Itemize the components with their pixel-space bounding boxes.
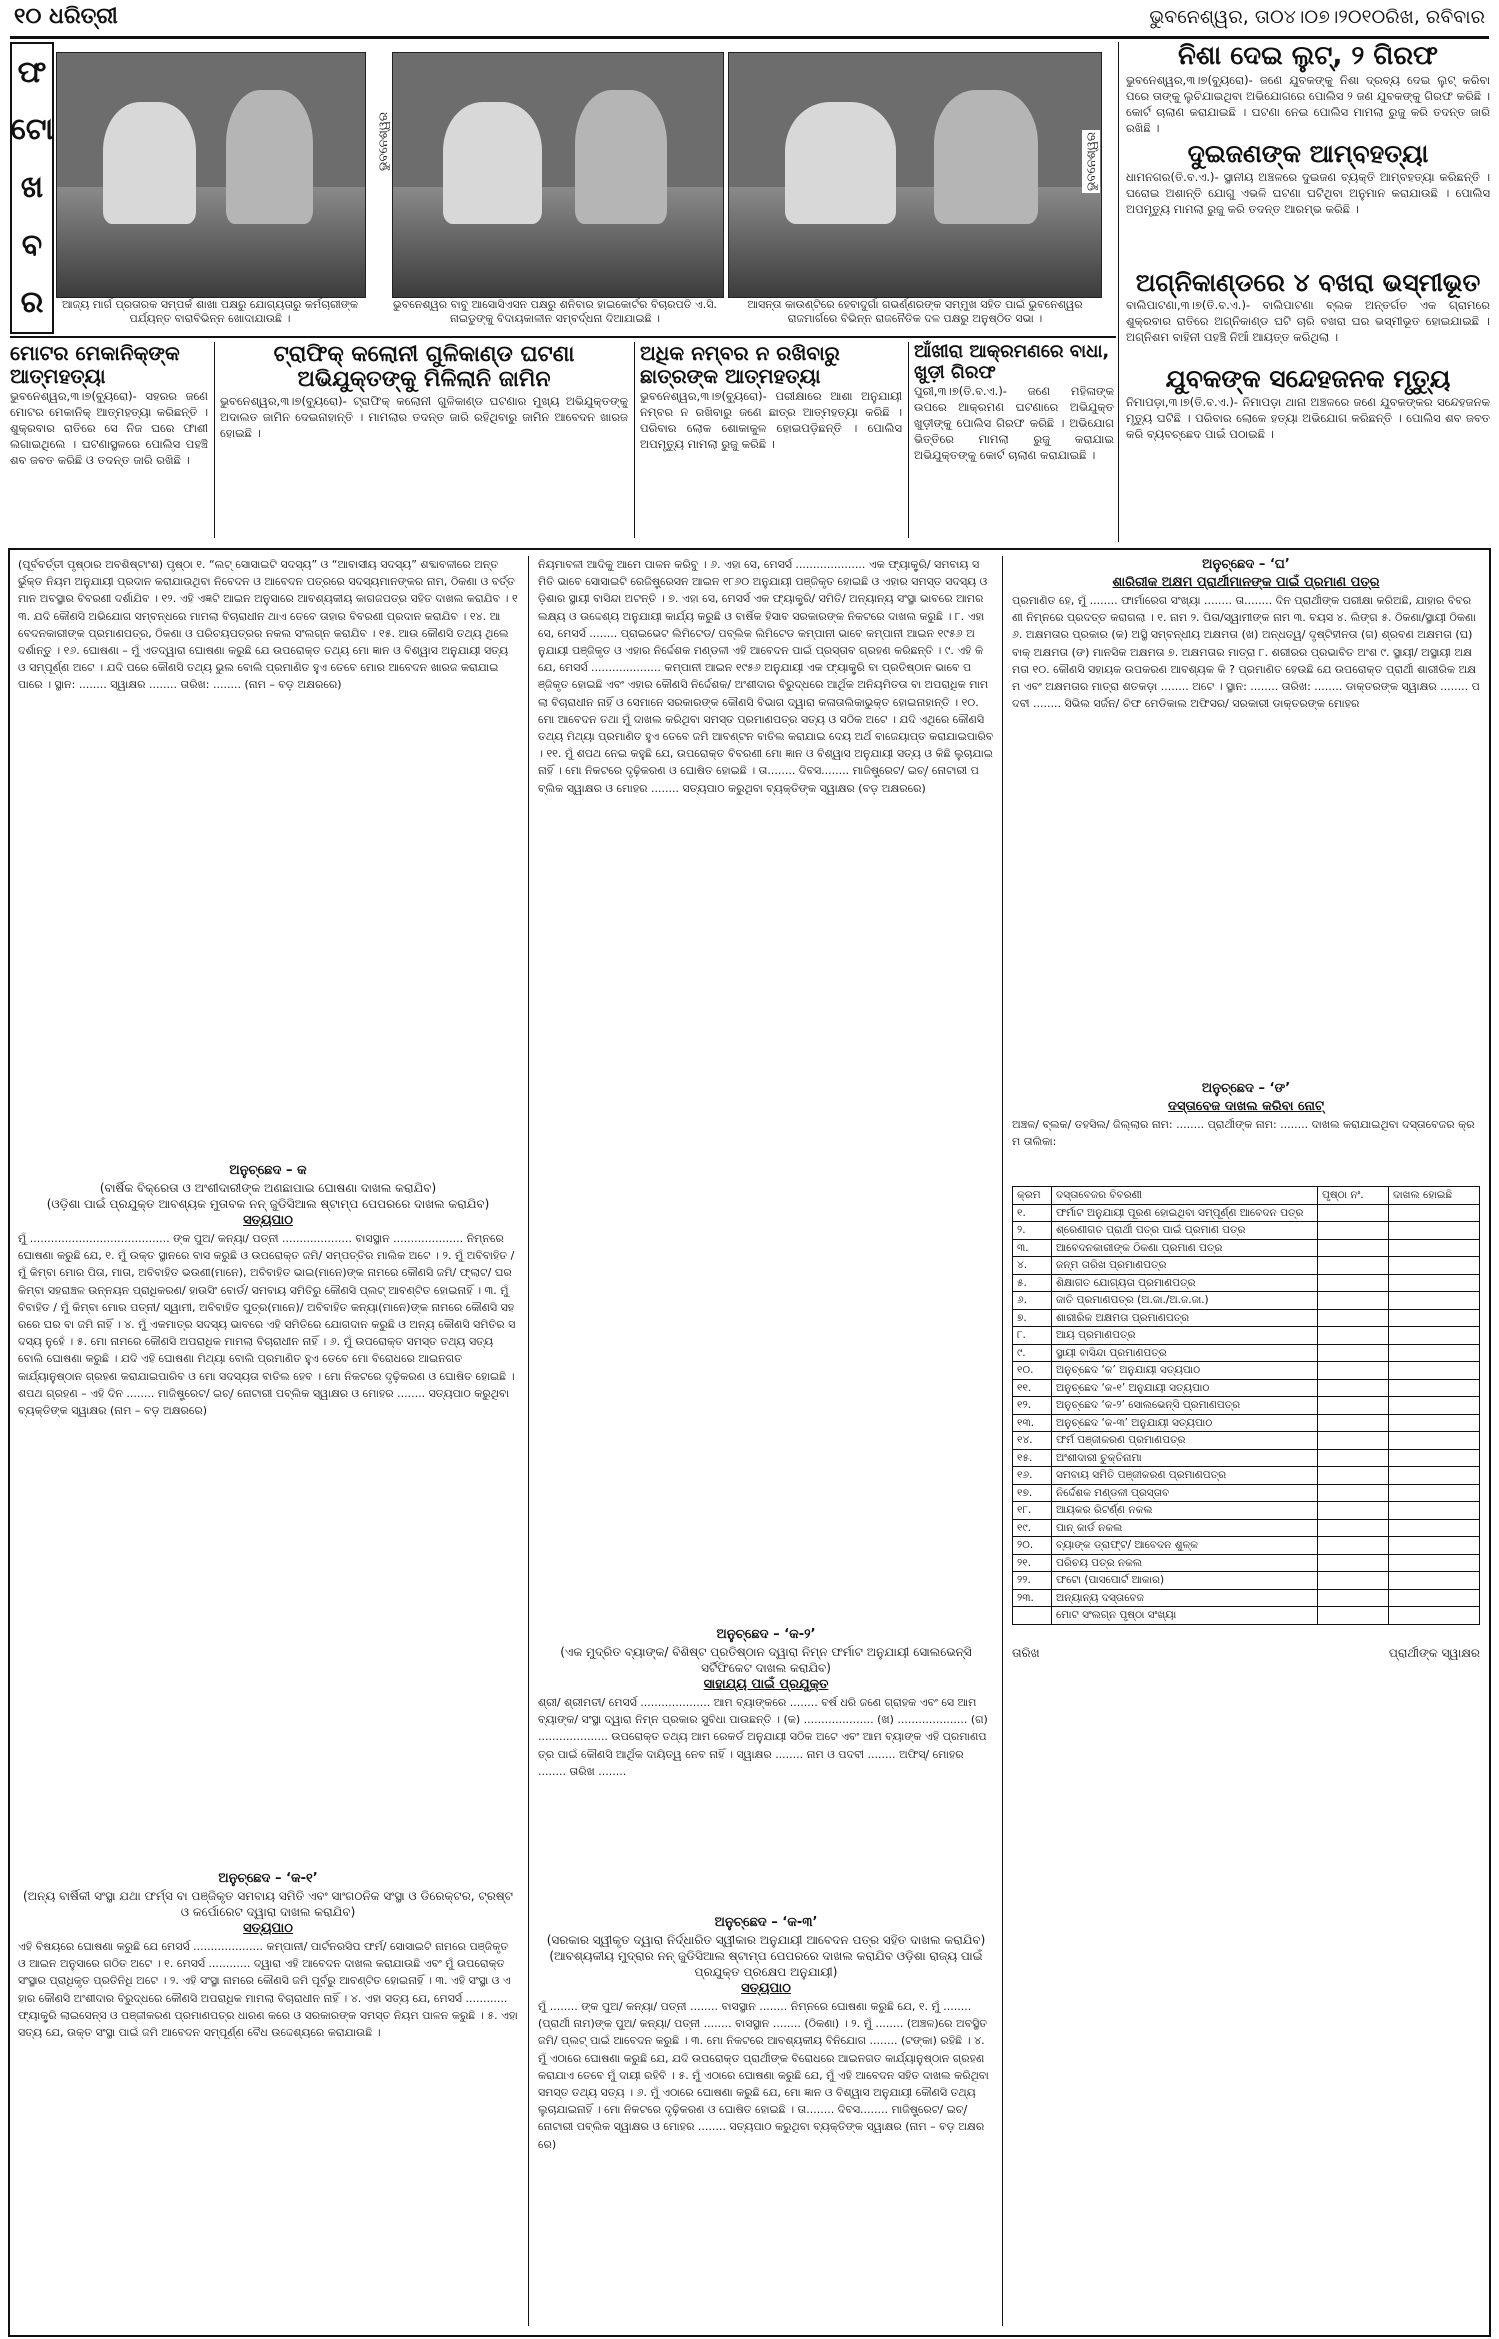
notice-text: ନିୟମାବଳୀ ଆଦିକୁ ଆମେ ପାଳନ କରିବୁ । ୬. ଏହା ସେ, ମେସର୍ସ .................... ଏକ ଫ୍ୟାକ୍ଟ୍ରି/ ସମବାୟ ସମିତି ଭାବେ ସୋସାଇଟି ରେଜିଷ୍ଟ୍ରେସନ ଆଇନ ୧୮୬୦ ଅନୁଯାୟୀ ପଞ୍ଜିକୃତ ହୋଇଛି ଓ ଏହାର ସମସ୍ତ ସଦସ୍ୟ ଓଡ଼ିଶାର ସ୍ଥାୟୀ ବାସିନ୍ଦା ଅଟନ୍ତି । ୭. ଏହା ସେ, ମେସର୍ସ ଏକ ଫ୍ୟାକ୍ଟ୍ରି/ ସମିତି/ ଅନ୍ୟାନ୍ୟ ସଂସ୍ଥା ଭାବରେ ଆମର ଲକ୍ଷ୍ୟ ଓ ଉଦ୍ଦେଶ୍ୟ ଅନୁଯାୟୀ କାର୍ଯ୍ୟ କରୁଛି ଓ ବାର୍ଷିକ ହିସାବ ସରକାରଙ୍କ ନିକଟରେ ଦାଖଲ କରୁଛି । ୮. ଏହା ସେ, ମେସର୍ସ ........ ପ୍ରାଇଭେଟ ଲିମିଟେଡ/ ପବ୍ଲିକ ଲିମିଟେଡ କମ୍ପାନୀ ଭାବେ କମ୍ପାନୀ ଆଇନ ୧୯୫୬ ଅନୁଯାୟୀ ପଞ୍ଜିକୃତ ଓ ଏହାର ନିର୍ଦ୍ଦେଶକ ମଣ୍ଡଳୀ ଏହି ଆବେଦନ ପାଇଁ ପ୍ରସ୍ତାବ ଗ୍ରହଣ କରିଛନ୍ତି । ୯. ଏହି କି ଯେ, ମେସର୍ସ .................... କମ୍ପାନୀ ଆଇନ ୧୯୫୬ ଅନୁଯାୟୀ ଏକ ଫ୍ୟାକ୍ଟ୍ରି ବା ପ୍ରତିଷ୍ଠାନ ଭାବେ ପଞ୍ଜିକୃତ ହୋଇଛି ଏବଂ ଏହାର କୌଣସି ନିର୍ଦ୍ଦେଶକ/ ଅଂଶୀଦାର ବିରୁଦ୍ଧରେ ଆର୍ଥିକ ଅନିୟମିତତା ବା ଅପରାଧିକ ମାମଲା ବିଚାରାଧୀନ ନାହିଁ ଓ ସେମାନେ ସରକାରଙ୍କ କୌଣସି ବିଭାଗ ଦ୍ୱାରା କଳାତାଲିକାଭୁକ୍ତ ହୋଇନାହାନ୍ତି । ୧୦. ମୋ ଆବେଦନ ତଥା ମୁଁ ଦାଖଲ କରିଥିବା ସମସ୍ତ ପ୍ରମାଣପତ୍ର ସତ୍ୟ ଓ ସଠିକ ଅଟେ । ଯଦି ଏଥିରେ କୌଣସି ତଥ୍ୟ ମିଥ୍ୟା ପ୍ରମାଣିତ ହୁଏ ତେବେ ଜମି ଆବଣ୍ଟନ ବାତିଲ କରାଯାଇ ଦେୟ ଅର୍ଥ ବାଜେୟାପ୍ତ କରାଯାଇପାରିବ । ୧୧. ମୁଁ ଶପଥ ନେଇ କହୁଛି ଯେ, ଉପରୋକ୍ତ ବିବରଣୀ ମୋ ଜ୍ଞାନ ଓ ବିଶ୍ୱାସ ଅନୁଯାୟୀ ସତ୍ୟ ଓ କିଛି ଲୁଚାଯାଇନାହିଁ । ମୋ ନିକଟରେ ଦୃଢ଼ିକରଣ ଓ ଘୋଷିତ ହୋଇଛି । ତା........ ଦିବସ........ ମାଜିଷ୍ଟ୍ରେଟ/ ଇଚ୍‌/ ନୋଟାରୀ ପବ୍ଲିକ ସ୍ୱାକ୍ଷର ଓ ମୋହର ........ ସତ୍ୟପାଠ କରୁଥିବା ବ୍ୟକ୍ତିଙ୍କ ସ୍ୱାକ୍ଷର (ବଡ଼ ଅକ୍ଷରରେ) [538, 558, 994, 795]
document-checklist [1012, 1186, 1480, 1625]
cell-submitted [1389, 1414, 1480, 1432]
table-row [1013, 1397, 1480, 1415]
cell-description: ଅଂଶୀଦାରୀ ଚୁକ୍ତିନାମା [1052, 1449, 1318, 1467]
cell-submitted [1389, 1327, 1480, 1345]
cell-submitted [1389, 1257, 1480, 1275]
table-row [1013, 1327, 1480, 1345]
cell-submitted [1389, 1554, 1480, 1572]
article-body: ଭୁବନେଶ୍ୱର,୩।୭(ବ୍ୟୁରୋ)- ସହରର ଜଣେ ମୋଟର ମେକାନିକ୍‌ ଆତ୍ମହତ୍ୟା କରିଛନ୍ତି । ଶୁକ୍ରବାର ରାତିରେ ସେ ନିଜ ଘରେ ଫାଶୀ ଲଗାଇଥିଲେ । ଘଟଣାସ୍ଥଳରେ ପୋଲିସ ପହଞ୍ଚି ଶବ ଜବତ କରିଛି ଓ ତଦନ୍ତ ଜାରି ରଖିଛି । [10, 389, 208, 467]
oath-title: ସତ୍ୟପାଠ [741, 1981, 791, 1996]
oath-title: ସତ୍ୟପାଠ [243, 1213, 293, 1228]
table-row [1013, 1449, 1480, 1467]
article-body: ଧାମନଗର(ତି.ବ.ଏ.)- ସ୍ଥାନୀୟ ଅଞ୍ଚଳରେ ଦୁଇଜଣ ବ୍ୟକ୍ତି ଆମ୍ବହତ୍ୟା କରିଛନ୍ତି । ଘରୋଇ ଅଶାନ୍ତି ଯୋଗୁ ଏଭଳି ଘଟଣା ଘଟିଥିବା ଅନୁମାନ କରାଯାଉଛି । ପୋଲିସ ଅପମୃତ୍ୟୁ ମାମଲା ରୁଜୁ କରି ତଦନ୍ତ ଆରମ୍ଭ କରିଛି । [1126, 169, 1490, 216]
table-row [1013, 1257, 1480, 1275]
annex-title: ଅନୁଚ୍ଛେଦ – ‘କ-୨’ [716, 1627, 816, 1642]
signature-row [1012, 1645, 1480, 1662]
cell-submitted [1389, 1239, 1480, 1257]
annex-subtitle: (ସରକାର ସ୍ୱୀକୃତ ଦ୍ୱାରା ନିର୍ଦ୍ଧାରିତ ସ୍ୱୀକାର ଅନୁଯାୟୀ ଆବେଦନ ପତ୍ର ସହିତ ଦାଖଲ କରାଯିବ) (ଆବଶ୍ୟକୀୟ ମୁଦ୍ରାର ନନ୍‌ ଜୁଡିସିଆଲ ଷ୍ଟାମ୍ପ ପେପରରେ ଦାଖଲ କରାଯିବ ଓଡ଼ିଶା ରାଜ୍ୟ ପାଇଁ ପ୍ରଯୁକ୍ତ ପ୍ରକ୍ଷେପ ଅନୁଯାୟୀ) [546, 1933, 986, 1979]
table-row [1013, 1554, 1480, 1572]
label-char: ର [20, 285, 44, 321]
table-row [1013, 1414, 1480, 1432]
cell-serial: ୧. [1013, 1204, 1052, 1222]
cell-submitted [1389, 1397, 1480, 1415]
headline: ଅଗ୍ନିକାଣ୍ଡରେ ୪ ବଖରା ଭସ୍ମୀଭୂତ [1135, 267, 1481, 297]
photo-tag-2: ଭୁବନେଶ୍ୱର [1084, 132, 1098, 191]
photo-caption-3: ଆସନ୍ତା କାଉଣ୍ଟିରେ ହେବାଦୁର୍ଗା ଗଭର୍ଣ୍ଣରଙ୍କ ସମ୍ମୁଖ ସହିତ ପାଇଁ ଭୁବନେଶ୍ୱର ରାଜମାର୍ଗରେ ବିଭିନ୍ନ ରାଜନୈତିକ ଦଳ ପକ୍ଷରୁ ଅନୁଷ୍ଠିତ ସଭା । [747, 298, 1083, 325]
headline: ଯୁବକଙ୍କ ସନ୍ଦେହଜନକ ମୃତ୍ୟୁ [1165, 364, 1451, 394]
cell-serial: ୮. [1013, 1327, 1052, 1345]
cell-description: ଫର୍ମାଟ ଅନୁଯାୟୀ ପୂରଣ ହୋଇଥିବା ସମ୍ପୂର୍ଣ୍ଣ ଆବେଦନ ପତ୍ର [1052, 1204, 1318, 1222]
date-label: ତାରିଖ [1012, 1645, 1040, 1660]
cell-description: ପାନ୍‌ କାର୍ଡ ନକଲ [1052, 1519, 1318, 1537]
dateline: ଭୁବନେଶ୍ୱର, ତା୦୪।୦୭।୨୦୧୦ରିଖ, ରବିବାର [1149, 6, 1485, 28]
annex-title: ଅନୁଚ୍ଛେଦ – ‘ଘ’ [1202, 557, 1290, 572]
annex-subtitle-2: ସାହାଯ୍ୟ ପାଇଁ ପ୍ରଯୁକ୍ତ [703, 1677, 829, 1692]
cell-serial: ୨୩. [1013, 1589, 1052, 1607]
cell-page [1318, 1344, 1389, 1362]
cell-page [1318, 1309, 1389, 1327]
annex-subtitle: ଦସ୍ତାବେଜ ଦାଖଲ କରିବା ନୋଟ୍‌ [1168, 1099, 1324, 1114]
table-row [1013, 1607, 1480, 1625]
annex-body: ମୁଁ ........ ଙ୍କ ପୁଅ/ କନ୍ୟା/ ପତ୍ନୀ ........ ବାସସ୍ଥାନ ........ ନିମ୍ନରେ ଘୋଷଣା କରୁଛି ଯେ, ୧. ମୁଁ ........ (ପ୍ରାର୍ଥୀ ନାମ)ଙ୍କ ପୁଅ/ କନ୍ୟା/ ପତ୍ନୀ ........ ବାସସ୍ଥାନ ........ (ଠିକଣା) । ୨. ମୁଁ ........ (ଅଞ୍ଚଳ)ରେ ଅବସ୍ଥିତ ଜମି/ ପ୍ଲଟ୍‌ ପାଇଁ ଆବେଦନ କରୁଛି । ୩. ମୋ ନିକଟରେ ଆବଶ୍ୟକୀୟ ବିନିଯୋଗ ........ (ଟଙ୍କା) ରହିଛି । ୪. ମୁଁ ଏଠାରେ ଘୋଷଣା କରୁଛି ଯେ, ଯଦି ଉପରୋକ୍ତ ପ୍ରାର୍ଥୀଙ୍କ ବିରୋଧରେ ଆଇନଗତ କାର୍ଯ୍ୟାନୁଷ୍ଠାନ ଗ୍ରହଣ କରାଯାଏ ତେବେ ମୁଁ ଦାୟୀ ରହିବି । ୫. ମୁଁ ଏଠାରେ ଘୋଷଣା କରୁଛି ଯେ, ମୁଁ ଏହି ଆବେଦନ ସହିତ ଦାଖଲ କରିଥିବା ସମସ୍ତ ତଥ୍ୟ ସତ୍ୟ । ୬. ମୁଁ ଏଠାରେ ଘୋଷଣା କରୁଛି ଯେ, ମୋ ଜ୍ଞାନ ଓ ବିଶ୍ୱାସ ଅନୁଯାୟୀ କୌଣସି ତଥ୍ୟ ଲୁଚାଯାଇନାହିଁ । ମୋ ନିକଟରେ ଦୃଢ଼ିକରଣ ଓ ଘୋଷିତ ହୋଇଛି । ତା........ ଦିବସ........ ମାଜିଷ୍ଟ୍ରେଟ/ ଇଚ୍‌/ ନୋଟାରୀ ପବ୍ଲିକ ସ୍ୱାକ୍ଷର ଓ ମୋହର ........ ସତ୍ୟପାଠ କରୁଥିବା ବ୍ୟକ୍ତିଙ୍କ ସ୍ୱାକ୍ଷର (ନାମ – ବଡ଼ ଅକ୍ଷରରେ) [538, 2000, 989, 2151]
cell-page [1318, 1327, 1389, 1345]
annex-body: ଶ୍ରୀ/ ଶ୍ରୀମତୀ/ ମେସର୍ସ .................... ଆମ ବ୍ୟାଙ୍କରେ ........ ବର୍ଷ ଧରି ଜଣେ ଗ୍ରାହକ ଏବଂ ସେ ଆମ ବ୍ୟାଙ୍କ/ ସଂସ୍ଥା ଦ୍ୱାରା ନିମ୍ନ ପ୍ରକାର ସୁବିଧା ପାଉଛନ୍ତି । (କ) .................... (ଖ) .................... (ଗ) .................... ଉପରୋକ୍ତ ତଥ୍ୟ ଆମ ରେକର୍ଡ ଅନୁଯାୟୀ ସଠିକ ଅଟେ ଏବଂ ଆମ ବ୍ୟାଙ୍କ ଏହି ପ୍ରମାଣପତ୍ର ପାଇଁ କୌଣସି ଆର୍ଥିକ ଦାୟିତ୍ୱ ନେବ ନାହିଁ । ସ୍ୱାକ୍ଷର ........ ନାମ ଓ ପଦବୀ ........ ଅଫିସ୍‌/ ମୋହର ........ ତାରିଖ ........ [538, 1696, 988, 1778]
cell-page [1318, 1502, 1389, 1520]
table-row [1013, 1484, 1480, 1502]
annex-title: ଅନୁଚ୍ଛେଦ – ‘କ-୧’ [218, 1871, 318, 1886]
cell-serial: ୨୨. [1013, 1572, 1052, 1590]
legal-column-3 [1012, 556, 1480, 1662]
cell-serial: ୪. [1013, 1257, 1052, 1275]
headline: ଦୁଇଜଣଙ୍କ ଆମ୍ବହତ୍ୟା [1187, 138, 1429, 168]
applicant-signature-label: ପ୍ରାର୍ଥୀଙ୍କ ସ୍ୱାକ୍ଷର [1388, 1645, 1480, 1660]
news-article-2 [220, 342, 628, 513]
annex-title: ଅନୁଚ୍ଛେଦ – କ [229, 1163, 307, 1178]
cell-description: ଅନ୍ୟାନ୍ୟ ଦସ୍ତାବେଜ [1052, 1589, 1318, 1607]
cell-page [1318, 1257, 1389, 1275]
cell-page [1318, 1379, 1389, 1397]
cell-submitted [1389, 1274, 1480, 1292]
cell-serial: ୧୩. [1013, 1414, 1052, 1432]
cell-page [1318, 1414, 1389, 1432]
photo-tag-1: ଭୁବନେଶ୍ୱର [376, 112, 390, 171]
cell-serial: ୨୦. [1013, 1537, 1052, 1555]
table-row [1013, 1379, 1480, 1397]
cell-description: ଅନୁଚ୍ଛେଦ ‘କ-୧’ ଅନୁଯାୟୀ ସତ୍ୟପାଠ [1052, 1379, 1318, 1397]
annex-title: ଅନୁଚ୍ଛେଦ – ‘କ-୩’ [714, 1915, 818, 1930]
article-body: ନିମାପଡ଼ା,୩।୭(ତି.ବ.ଏ.)- ନିମାପଡ଼ା ଥାନା ଅଞ୍ଚଳରେ ଜଣେ ଯୁବକଙ୍କର ସନ୍ଦେହଜନକ ମୃତ୍ୟୁ ଘଟିଛି । ପରିବାର ଲୋକେ ହତ୍ୟା ଅଭିଯୋଗ କରିଛନ୍ତି । ପୋଲିସ ଶବ ଜବତ କରି ବ୍ୟବଚ୍ଛେଦ ପାଇଁ ପଠାଇଛି । [1126, 395, 1490, 442]
headline: ନିଶା ଦେଇ ଲୁଟ୍‌, ୨ ଗିରଫ [1177, 41, 1439, 71]
table-header-row [1013, 1187, 1480, 1205]
divider [1002, 556, 1003, 2326]
divider [1118, 42, 1119, 542]
photo-news-label [10, 42, 54, 334]
cell-serial: ୨୧. [1013, 1554, 1052, 1572]
table-row [1013, 1239, 1480, 1257]
cell-page [1318, 1274, 1389, 1292]
photo-caption-1: ଆଜ୍ୟ ମାର୍ଗ ପ୍ରତାରକ ସମ୍ପର୍କ ଶାଖା ପକ୍ଷରୁ ଯୋଗ୍ୟତାରୁ କର୍ମଚାରୀଙ୍କ ପର୍ଯ୍ୟନ୍ତ ବାରାବିଭିନ୍ନ ଖୋଦାଯାଉଛି । [61, 298, 358, 325]
oath-title: ସତ୍ୟପାଠ [243, 1921, 293, 1936]
table-row [1013, 1537, 1480, 1555]
divider [634, 342, 635, 538]
headline: ଅଧିକ ନମ୍ବର ନ ରଖିବାରୁ ଛାତ୍ରଙ୍କ ଆତ୍ମହତ୍ୟା [640, 341, 840, 388]
cell-serial: ୩. [1013, 1239, 1052, 1257]
table-row [1013, 1204, 1480, 1222]
news-photo-3 [728, 52, 1102, 298]
cell-submitted [1389, 1204, 1480, 1222]
table-row [1013, 1572, 1480, 1590]
annex-subtitle: ଶାରିରୀକ ଅକ୍ଷମ ପ୍ରାର୍ଥୀମାନଙ୍କ ପାଇଁ ପ୍ରମାଣ ପତ୍ର [1112, 575, 1380, 590]
cell-page [1318, 1362, 1389, 1380]
annex-body: ଏହି ବିଷୟରେ ଘୋଷଣା କରୁଛି ଯେ ମେସର୍ସ .................... କମ୍ପାନୀ/ ପାର୍ଟନରସିପ ଫର୍ମ/ ସୋସାଇଟି ନାମରେ ପଞ୍ଜିକୃତ ଓ ଆଇନ ଅନୁସାରେ ଗଠିତ ଅଟେ । ୧. ମେସର୍ସ ............ ଦ୍ୱାରା ଏହି ଆବେଦନ ଦାଖଲ କରାଯାଉଛି ଏବଂ ମୁଁ ଉପରୋକ୍ତ ସଂସ୍ଥାର ପ୍ରାଧିକୃତ ପ୍ରତିନିଧି ଅଟେ । ୨. ଏହି ସଂସ୍ଥା ନାମରେ କୌଣସି ଜମି ପୂର୍ବରୁ ଆବଣ୍ଟିତ ହୋଇନାହିଁ । ୩. ଏହି ସଂସ୍ଥା ଓ ଏହାର କୌଣସି ଅଂଶୀଦାର ବିରୁଦ୍ଧରେ କୌଣସି ଅପରାଧିକ ମାମଲା ବିଚାରାଧୀନ ନାହିଁ । ୪. ଏହା ସତ୍ୟ ଯେ, ମେସର୍ସ ............ ଫ୍ୟାକ୍ଟ୍ରି ଲାଇସେନ୍ସ ଓ ପଞ୍ଜୀକରଣ ପ୍ରମାଣପତ୍ର ଧାରଣ କରେ ଓ ସରକାରଙ୍କ ସମସ୍ତ ନିୟମ ପାଳନ କରୁଛି । ୫. ଏହା ସତ୍ୟ ଯେ, ଉକ୍ତ ସଂସ୍ଥା ପାଇଁ ଜମି ଆବେଦନ ସମ୍ପୂର୍ଣ୍ଣ ବୈଧ ଉଦ୍ଦେଶ୍ୟରେ କରାଯାଉଛି । [18, 1940, 518, 2040]
table-row [1013, 1222, 1480, 1240]
cell-submitted [1389, 1484, 1480, 1502]
cell-submitted [1389, 1589, 1480, 1607]
cell-page [1318, 1537, 1389, 1555]
cell-description: ଜନ୍ମ ତାରିଖ ପ୍ରମାଣପତ୍ର [1052, 1257, 1318, 1275]
news-photo-2 [392, 52, 724, 298]
cell-submitted [1389, 1344, 1480, 1362]
cell-description: ଆୟ ପ୍ରମାଣପତ୍ର [1052, 1327, 1318, 1345]
cell-page [1318, 1432, 1389, 1450]
annex-subtitle: (ଅନ୍ୟ ବାର୍ଷିକୀ ସଂସ୍ଥା ଯଥା ଫର୍ମ୍ସ ବା ପଞ୍ଜିକୃତ ସମବାୟ ସମିତି ଏବଂ ସାଂଗଠନିକ ସଂସ୍ଥା ଓ ଡିରେକ୍ଟର, ଟ୍ରଷ୍ଟ ଓ କର୍ପୋରେଟ ଦ୍ୱାରା ଦାଖଲ କରାଯିବ) [22, 1889, 513, 1919]
right-news-column [1126, 42, 1490, 506]
article-body: ଭୁବନେଶ୍ୱର,୩।୭(ବ୍ୟୁରୋ)- ଜଣେ ଯୁବକଙ୍କୁ ନିଶା ଦ୍ରବ୍ୟ ଦେଇ ଲୁଟ୍‌ କରିବା ପରେ ତାଙ୍କୁ ଲୁଚିଯାଇଥିବା ଅଭିଯୋଗରେ ପୋଲିସ ୨ ଜଣ ଯୁବକଙ୍କୁ ଗିରଫ କରିଛି । କୋର୍ଟ ଚାଲାଣ କରାଯାଇଛି । ଘଟଣା ନେଇ ପୋଲିସ ମାମଲା ରୁଜୁ କରି ତଦନ୍ତ ଜାରି ରଖିଛି । [1126, 72, 1490, 135]
cell-description: ଅନୁଚ୍ଛେଦ ‘କ’ ଅନୁଯାୟୀ ସତ୍ୟପାଠ [1052, 1362, 1318, 1380]
cell-page [1318, 1397, 1389, 1415]
cell-page [1318, 1589, 1389, 1607]
cell-serial: ୧୭. [1013, 1484, 1052, 1502]
cell-serial: ୬. [1013, 1292, 1052, 1310]
table-row [1013, 1432, 1480, 1450]
news-article-4 [914, 342, 1114, 533]
cell-submitted [1389, 1572, 1480, 1590]
cell-description: ବ୍ୟାଙ୍କ ଡ୍ରାଫ୍ଟ/ ଆବେଦନ ଶୁଳ୍କ [1052, 1537, 1318, 1555]
cell-serial: ୭. [1013, 1309, 1052, 1327]
cell-serial: ୧୮. [1013, 1502, 1052, 1520]
cell-description: ଫର୍ମ ପଞ୍ଜୀକରଣ ପ୍ରମାଣପତ୍ର [1052, 1432, 1318, 1450]
divider [528, 556, 529, 2326]
label-char: ବ [21, 227, 43, 263]
headline: ଟ୍ରାଫିକ୍‌ କଲୋନୀ ଗୁଳିକାଣ୍ଡ ଘଟଣା ଅଭିଯୁକ୍ତଙ୍କୁ ମିଳିଲାନି ଜାମିନ [273, 342, 575, 393]
cell-serial: ୧୯. [1013, 1519, 1052, 1537]
cell-description: ଜାତି ପ୍ରମାଣପତ୍ର (ଅ.ଜା./ଅ.ଜ.ଜା.) [1052, 1292, 1318, 1310]
legal-column-1 [18, 556, 518, 2278]
headline: ଆଁଖୀରା ଆକ୍ରମଣରେ ବାଧା, ଖୁଡ଼ୀ ଗିରଫ [914, 341, 1110, 383]
cell-page [1318, 1204, 1389, 1222]
table-row [1013, 1292, 1480, 1310]
headline: ମୋଟର ମେକାନିକ୍‌ଙ୍କ ଆତ୍ମହତ୍ୟା [10, 341, 180, 388]
article-body: ପୁରୀ,୩।୭(ତି.ବ.ଏ.)- ଜଣେ ମହିଳାଙ୍କ ଉପରେ ଆକ୍ରମଣ ଘଟଣାରେ ଅଭିଯୁକ୍ତ ଖୁଡ଼ୀଙ୍କୁ ପୋଲିସ ଗିରଫ କରିଛି । ଅଭିଯୋଗ ଭିତ୍ତିରେ ମାମଲା ରୁଜୁ କରାଯାଇ ଅଭିଯୁକ୍ତଙ୍କୁ କୋର୍ଟ ଚାଲାଣ କରାଯାଇଛି । [914, 384, 1114, 463]
cell-serial: ୫. [1013, 1274, 1052, 1292]
cell-submitted [1389, 1292, 1480, 1310]
cell-submitted [1389, 1502, 1480, 1520]
divider [214, 342, 215, 538]
cell-page [1318, 1607, 1389, 1625]
cell-description: ନିର୍ଦ୍ଦେଶକ ମଣ୍ଡଳୀ ପ୍ରସ୍ତାବ [1052, 1484, 1318, 1502]
cell-submitted [1389, 1222, 1480, 1240]
cell-serial: ୧୪. [1013, 1432, 1052, 1450]
column-header: କ୍ରମ [1013, 1187, 1052, 1205]
table-row [1013, 1502, 1480, 1520]
table-row [1013, 1274, 1480, 1292]
page-number: ୧୦ ଧରିତ୍ରୀ [14, 4, 118, 29]
cell-submitted [1389, 1519, 1480, 1537]
divider [10, 336, 1116, 338]
column-header: ଦସ୍ତାବେଜର ବିବରଣୀ [1052, 1187, 1318, 1205]
annex-note: (ଓଡ଼ିଶା ପାଇଁ ପ୍ରଯୁକ୍ତ ଆବଶ୍ୟକ ମୁତାବକ ନନ୍‌ ଜୁଡିସିଆଲ ଷ୍ଟାମ୍ପ ପେପରରେ ଦାଖଲ କରାଯିବ) [46, 1197, 490, 1211]
cell-description: ଫଟୋ (ପାସପୋର୍ଟ ଆକାର) [1052, 1572, 1318, 1590]
cell-serial: ୧୦. [1013, 1362, 1052, 1380]
annex-subtitle: (ବାର୍ଷିକ ବିକ୍ରେତା ଓ ଅଂଶୀଦାରୀଙ୍କ ଅଣଛାପାଇ ଘୋଷଣା ଦାଖଲ କରାଯିବ) [99, 1181, 437, 1195]
annex-title: ଅନୁଚ୍ଛେଦ – ‘ଙ’ [1201, 1081, 1291, 1096]
cell-submitted [1389, 1449, 1480, 1467]
cell-page [1318, 1222, 1389, 1240]
cell-page [1318, 1292, 1389, 1310]
cell-description: ସମବାୟ ସମିତି ପଞ୍ଜୀକରଣ ପ୍ରମାଣପତ୍ର [1052, 1467, 1318, 1485]
column-header: ପୃଷ୍ଠା ନଂ. [1318, 1187, 1389, 1205]
news-article-1 [10, 342, 208, 538]
legal-column-2 [538, 556, 994, 2298]
cell-page [1318, 1239, 1389, 1257]
cell-submitted [1389, 1362, 1480, 1380]
cell-serial: ୧୬. [1013, 1467, 1052, 1485]
cell-submitted [1389, 1309, 1480, 1327]
article-body: ବାଲିପାଟଣା,୩।୭(ତି.ବ.ଏ.)- ବାଲିପାଟଣା ବ୍ଲକ ଅନ୍ତର୍ଗତ ଏକ ଗ୍ରାମରେ ଶୁକ୍ରବାର ରାତିରେ ଅଗ୍ନିକାଣ୍ଡ ଘଟି ଚାରି ବଖରା ଘର ଭସ୍ମୀଭୂତ ହୋଇଯାଇଛି । ଅଗ୍ନିଶମ ବାହିନୀ ପହଞ୍ଚି ନିଆଁ ଆୟତ୍ତ କରିଥିଲା । [1126, 298, 1490, 345]
label-char: ଫ [17, 54, 47, 90]
cell-page [1318, 1484, 1389, 1502]
cell-submitted [1389, 1607, 1480, 1625]
cell-serial [1013, 1607, 1052, 1625]
annex-body: ମୁଁ ........................................ ଙ୍କ ପୁଅ/ କନ୍ୟା/ ପତ୍ନୀ .................... ବାସସ୍ଥାନ .................... ନିମ୍ନରେ ଘୋଷଣା କରୁଛି ଯେ, ୧. ମୁଁ ଉକ୍ତ ସ୍ଥାନରେ ବାସ କରୁଛି ଓ ଉପରୋକ୍ତ ଜମି/ ସମ୍ପତ୍ତିର ମାଲିକ ଅଟେ । ୨. ମୁଁ ଅବିବାହିତ / ମୁଁ କିମ୍ବା ମୋର ପିତା, ମାତା, ଅବିବାହିତ ଭଉଣୀ(ମାନେ), ଅବିବାହିତ ଭାଇ(ମାନେ)ଙ୍କ ନାମରେ କୌଣସି ଜମି/ ଫ୍ଲାଟ/ ଘର କିମ୍ବା ସହରାଞ୍ଚଳ ଉନ୍ନୟନ ପ୍ରାଧିକରଣ/ ହାଉସିଂ ବୋର୍ଡ/ ସମବାୟ ସମିତିରୁ କୌଣସି ପ୍ଲଟ୍‌ ଆବଣ୍ଟିତ ହୋଇନାହିଁ । ୩. ମୁଁ ବିବାହିତ / ମୁଁ କିମ୍ବା ମୋର ପତ୍ନୀ/ ସ୍ୱାମୀ, ଅବିବାହିତ ପୁତ୍ର(ମାନେ)/ ଅବିବାହିତ କନ୍ୟା(ମାନେ)ଙ୍କ ନାମରେ କୌଣସି ସହରରେ ଘର ବା ଜମି ନାହିଁ । ୪. ମୁଁ ଏକମାତ୍ର ସଦସ୍ୟ ଭାବରେ ଏହି ସମିତିରେ ଯୋଗଦାନ କରୁଛି ଓ ଅନ୍ୟ କୌଣସି ସମିତିର ସଦସ୍ୟ ନୁହେଁ । ୫. ମୋ ନାମରେ କୌଣସି ଅପରାଧିକ ମାମଲା ବିଚାରାଧୀନ ନାହିଁ । ୬. ମୁଁ ଉପରୋକ୍ତ ସମସ୍ତ ତଥ୍ୟ ସତ୍ୟ ବୋଲି ଘୋଷଣା କରୁଛି । ଯଦି ଏହି ଘୋଷଣା ମିଥ୍ୟା ବୋଲି ପ୍ରମାଣିତ ହୁଏ ତେବେ ମୋ ବିରୋଧରେ ଆଇନଗତ କାର୍ଯ୍ୟାନୁଷ୍ଠାନ ଗ୍ରହଣ କରାଯାଇପାରିବ ଓ ମୋ ସଦସ୍ୟତା ବାତିଲ ହେବ । ମୋ ନିକଟରେ ଦୃଢ଼ିକରଣ ଓ ଘୋଷିତ ହୋଇଛି । ଶପଥ ଗ୍ରହଣ – ଏହି ଦିନ ........ ମାଜିଷ୍ଟ୍ରେଟ/ ଇଚ୍‌/ ନୋଟାରୀ ପବ୍ଲିକ ସ୍ୱାକ୍ଷର ଓ ମୋହର ........ ସତ୍ୟପାଠ କରୁଥିବା ବ୍ୟକ୍ତିଙ୍କ ସ୍ୱାକ୍ଷର (ନାମ – ବଡ଼ ଅକ୍ଷରରେ) [18, 1232, 516, 1418]
annex-body: ଅଞ୍ଚଳ/ ବ୍ଲକ/ ତହସିଲ/ ଜିଲ୍ଲାର ନାମ: ........ ପ୍ରାର୍ଥୀଙ୍କ ନାମ: ........ ଦାଖଲ କରାଯାଇଥିବା ଦସ୍ତାବେଜର କ୍ରମ ତାଲିକା: [1012, 1118, 1475, 1149]
cell-description: ଆୟକର ରିଟର୍ଣ୍ଣ ନକଲ [1052, 1502, 1318, 1520]
cell-page [1318, 1467, 1389, 1485]
cell-description: ଅନୁଚ୍ଛେଦ ‘କ-୨’ ସୋଲଭେନ୍‌ସି ପ୍ରମାଣପତ୍ର [1052, 1397, 1318, 1415]
annex-body: ପ୍ରମାଣିତ ହେ, ମୁଁ ........ ଫାର୍ମାରେଗ ସଂଖ୍ୟା ........ ତା........ ଦିନ ପ୍ରାର୍ଥୀଙ୍କ ପରୀକ୍ଷା କରିଅଛି, ଯାହାର ବିବରଣୀ ନିମ୍ନରେ ପ୍ରଦତ୍ତ କରାଗଲା । ୧. ନାମ ୨. ପିତା/ସ୍ୱାମୀଙ୍କ ନାମ ୩. ବୟସ ୪. ଲିଙ୍ଗ ୫. ଠିକଣା/ସ୍ଥାୟୀ ଠିକଣା ୬. ଅକ୍ଷମତାର ପ୍ରକାର (କ) ଅସ୍ଥି ସମ୍ବନ୍ଧୀୟ ଅକ୍ଷମତା (ଖ) ଅନ୍ଧତ୍ୱ/ ଦୃଷ୍ଟିହୀନତା (ଗ) ଶ୍ରବଣ ଅକ୍ଷମତା (ଘ) ବାକ୍‌ ଅକ୍ଷମତା (ଙ) ମାନସିକ ଅକ୍ଷମତା ୭. ଅକ୍ଷମତାର ମାତ୍ରା ୮. ଶରୀରର ପ୍ରଭାବିତ ଅଂଶ ୯. ସ୍ଥାୟୀ/ ଅସ୍ଥାୟୀ ଅକ୍ଷମତା ୧୦. କୌଣସି ସହାୟକ ଉପକରଣ ଆବଶ୍ୟକ କି ? ପ୍ରମାଣିତ ହେଉଛି ଯେ ଉପରୋକ୍ତ ପ୍ରାର୍ଥୀ ଶାରୀରିକ ଅକ୍ଷମ ଏବଂ ଅକ୍ଷମତାର ମାତ୍ରା ଶତକଡ଼ା ........ ଅଟେ । ସ୍ଥାନ: ........ ତାରିଖ: ........ ଡାକ୍ତରଙ୍କ ସ୍ୱାକ୍ଷର ........ ପଦବୀ ........ ସିଭିଲ ସର୍ଜନ/ ଚିଫ ମେଡିକାଲ ଅଫିସର/ ସରକାରୀ ଡାକ୍ତରଙ୍କ ମୋହର [1012, 594, 1480, 711]
cell-submitted [1389, 1537, 1480, 1555]
article-body: ଭୁବନେଶ୍ୱର,୩।୭(ବ୍ୟୁରୋ)- ଟ୍ରାଫିକ୍‌ କଲୋନୀ ଗୁଳିକାଣ୍ଡ ଘଟଣାର ମୁଖ୍ୟ ଅଭିଯୁକ୍ତଙ୍କୁ ଅଦାଲତ ଜାମିନ ଦେଇନାହାନ୍ତି । ମାମଲାର ତଦନ୍ତ ଜାରି ରହିଥିବାରୁ ଜାମିନ ଆବେଦନ ଖାରଜ ହୋଇଛି । [220, 393, 628, 440]
cell-page [1318, 1519, 1389, 1537]
table-row [1013, 1309, 1480, 1327]
cell-description: ଶିକ୍ଷାଗତ ଯୋଗ୍ୟତା ପ୍ରମାଣପତ୍ର [1052, 1274, 1318, 1292]
cell-serial: ୧୫. [1013, 1449, 1052, 1467]
table-row [1013, 1362, 1480, 1380]
label-char: ଖ [20, 169, 44, 205]
cell-page [1318, 1554, 1389, 1572]
cell-submitted [1389, 1467, 1480, 1485]
cell-description: ଅନୁଚ୍ଛେଦ ‘କ-୩’ ଅନୁଯାୟୀ ସତ୍ୟପାଠ [1052, 1414, 1318, 1432]
cell-description: ଆବେଦନକାରୀଙ୍କ ଠିକଣା ପ୍ରମାଣ ପତ୍ର [1052, 1239, 1318, 1257]
cell-description: ମୋଟ ସଂଲଗ୍ନ ପୃଷ୍ଠା ସଂଖ୍ୟା [1052, 1607, 1318, 1625]
divider [908, 342, 909, 538]
table-row [1013, 1519, 1480, 1537]
photo-caption-2: ଭୁବନେଶ୍ୱର ବାବୁ ଆସୋସିଏସନ ପକ୍ଷରୁ ଶନିବାର ହାଇକୋର୍ଟର ବିଚାରପତି ଏ.ସି. ନାଇଡୁଙ୍କୁ ବିଦାୟକାଳୀନ ସମ୍ବର୍ଦ୍ଧନା ଦିଆଯାଇଛି । [393, 298, 717, 325]
cell-description: ସ୍ଥାୟୀ ବାସିନ୍ଦା ପ୍ରମାଣପତ୍ର [1052, 1344, 1318, 1362]
label-char: ଟୋ [10, 112, 54, 148]
news-photo-1 [56, 52, 366, 298]
cell-page [1318, 1572, 1389, 1590]
cell-page [1318, 1449, 1389, 1467]
cell-description: ଶ୍ରେଣୀଗତ ପ୍ରାର୍ଥୀ ପତ୍ର ପାଇଁ ପ୍ରମାଣ ପତ୍ର [1052, 1222, 1318, 1240]
cell-serial: ୧୧. [1013, 1379, 1052, 1397]
cell-submitted [1389, 1379, 1480, 1397]
annex-subtitle: (ଏକ ମୁଦ୍ରିତ ବ୍ୟାଙ୍କ/ ବିଶିଷ୍ଟ ପ୍ରତିଷ୍ଠାନ ଦ୍ୱାରା ନିମ୍ନ ଫର୍ମାଟ ଅନୁଯାୟୀ ସୋଲଭେନ୍‌ସି ସର୍ଟିଫିକେଟ ଦାଖଲ କରାଯିବ) [560, 1645, 972, 1675]
cell-description: ପରିଚୟ ପତ୍ର ନକଲ [1052, 1554, 1318, 1572]
table-row [1013, 1467, 1480, 1485]
cell-submitted [1389, 1432, 1480, 1450]
notice-text: (ପୂର୍ବବର୍ତ୍ତୀ ପୃଷ୍ଠାର ଅବଶିଷ୍ଟାଂଶ) ପୃଷ୍ଠା ୧. “ଲଟ୍‌ ସୋସାଇଟି ସଦସ୍ୟ” ଓ “ଆବାସୀୟ ସଦସ୍ୟ” ଶବ୍ଦାବଳୀରେ ଅନ୍ତର୍ଭୁକ୍ତ ନିୟମ ଅନୁଯାୟୀ ପ୍ରଦାନ କରାଯାଉଥିବା ନିବେଦନ ଓ ଆବେଦନ ପତ୍ରରେ ସଦସ୍ୟମାନଙ୍କର ନାମ, ଠିକଣା ଓ ବର୍ତ୍ତମାନ ଅବସ୍ଥାର ବିବରଣୀ ଦର୍ଶାଯିବ । ୧୨. ଏହି ଏଜ୍ଞଟି ଆଇନ ଅନୁସାରେ ଆବଶ୍ୟକୀୟ କାଗଜପତ୍ର ସହିତ ଦାଖଲ କରାଯିବ । ୧୩. ଯଦି କୌଣସି ଅଭିଯୋଗ ସମ୍ବନ୍ଧରେ ମାମଲା ବିଚାରାଧୀନ ଥାଏ ତେବେ ତାହାର ବିବରଣୀ ପ୍ରଦାନ କରାଯିବ । ୧୪. ଆବେଦନକାରୀଙ୍କ ପ୍ରମାଣପତ୍ର, ଠିକଣା ଓ ପରିଚୟପତ୍ରର ନକଲ ସଂଲଗ୍ନ କରାଯିବ । ୧୫. ଆଉ କୌଣସି ତଥ୍ୟ ଥିଲେ ଦର୍ଶାନ୍ତୁ । ୧୬. ଘୋଷଣା – ମୁଁ ଏତଦ୍ୱାରା ଘୋଷଣା କରୁଛି ଯେ ଉପରୋକ୍ତ ତଥ୍ୟ ମୋ ଜ୍ଞାନ ଓ ବିଶ୍ୱାସ ଅନୁଯାୟୀ ସତ୍ୟ ଓ ସମ୍ପୂର୍ଣ୍ଣ ଅଟେ । ଯଦି ପରେ କୌଣସି ତଥ୍ୟ ଭୁଲ ବୋଲି ପ୍ରମାଣିତ ହୁଏ ତେବେ ମୋର ଆବେଦନ ଖାରଜ କରାଯାଇପାରେ । ସ୍ଥାନ: ........ ସ୍ୱାକ୍ଷର ........ ତାରିଖ: ........ (ନାମ – ବଡ଼ ଅକ୍ଷରରେ) [18, 558, 518, 692]
table-row [1013, 1344, 1480, 1362]
article-body: ଭୁବନେଶ୍ୱର,୩।୭(ବ୍ୟୁରୋ)- ପରୀକ୍ଷାରେ ଆଶା ଅନୁଯାୟୀ ନମ୍ବର ନ ରଖିବାରୁ ଜଣେ ଛାତ୍ର ଆତ୍ମହତ୍ୟା କରିଛି । ପରିବାର ଲୋକ ଶୋକାକୁଳ ହୋଇପଡ଼ିଛନ୍ତି । ପୋଲିସ ଅପମୃତ୍ୟୁ ମାମଲା ରୁଜୁ କରିଛି । [640, 389, 902, 451]
table-row [1013, 1589, 1480, 1607]
cell-serial: ୨. [1013, 1222, 1052, 1240]
cell-description: ଶାରୀରିକ ଅକ୍ଷମତା ପ୍ରମାଣପତ୍ର [1052, 1309, 1318, 1327]
news-article-3 [640, 342, 902, 538]
cell-serial: ୧୨. [1013, 1397, 1052, 1415]
cell-serial: ୯. [1013, 1344, 1052, 1362]
column-header: ଦାଖଲ ହୋଇଛି [1389, 1187, 1480, 1205]
